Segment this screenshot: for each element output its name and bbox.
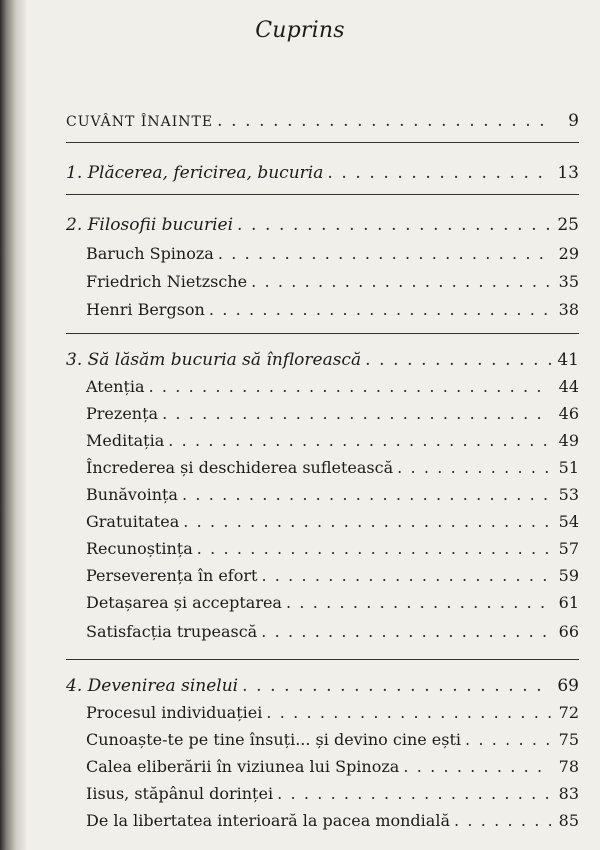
toc-page-number: 35 — [558, 272, 579, 291]
toc-item-label: Perseverența în efort — [86, 566, 258, 585]
dot-leader — [149, 377, 551, 396]
toc-section-title: 1. Plăcerea, fericirea, bucuria — [66, 163, 324, 183]
dot-leader — [286, 593, 551, 612]
toc-item[interactable] — [86, 566, 579, 585]
toc-section-title: 3. Să lăsăm bucuria să înflorească — [66, 350, 362, 370]
toc-item[interactable] — [86, 512, 579, 531]
toc-item-label: Satisfacția trupească — [86, 622, 258, 641]
dot-leader — [183, 512, 551, 531]
toc-page-number: 25 — [557, 215, 579, 235]
toc-section-title: 2. Filosofii bucuriei — [66, 215, 234, 235]
page-title: Cuprins — [255, 18, 345, 43]
toc-item-label: Meditația — [86, 431, 165, 450]
toc-page-number: 69 — [557, 676, 579, 696]
toc-page-number: 66 — [558, 622, 579, 641]
toc-page-number: 61 — [558, 593, 579, 612]
dot-leader — [251, 272, 551, 291]
toc-page-number: 44 — [558, 377, 579, 396]
toc-item[interactable] — [86, 703, 579, 722]
dot-leader — [162, 404, 551, 423]
toc-item[interactable] — [86, 811, 579, 830]
section-divider — [66, 659, 579, 660]
toc-item-label: Recunoștința — [86, 539, 193, 558]
dot-leader — [365, 350, 551, 370]
toc-page-number: 38 — [558, 300, 579, 319]
toc-page-number: 29 — [558, 244, 579, 263]
toc-item[interactable] — [86, 593, 579, 612]
toc-section-title: 4. Devenirea sinelui — [66, 676, 239, 696]
toc-page-number: 53 — [558, 485, 579, 504]
toc-item[interactable] — [86, 300, 579, 319]
toc-item[interactable] — [86, 757, 579, 776]
toc-page-number: 41 — [557, 350, 579, 370]
toc-item-label: Bunăvoința — [86, 485, 178, 504]
toc-item[interactable] — [86, 431, 579, 450]
toc-page-number: 13 — [557, 163, 579, 183]
toc-section-3[interactable] — [66, 350, 579, 370]
toc-page-number: 9 — [568, 111, 579, 131]
toc-item-label: Calea eliberării în viziunea lui Spinoza — [86, 757, 400, 776]
toc-item[interactable] — [86, 458, 579, 477]
toc-item[interactable] — [86, 272, 579, 291]
toc-item[interactable] — [86, 377, 579, 396]
dot-leader — [237, 215, 551, 235]
toc-page-number: 49 — [558, 431, 579, 450]
toc-page-number: 83 — [558, 784, 579, 803]
dot-leader — [217, 111, 551, 131]
dot-leader — [465, 730, 551, 749]
dot-leader — [454, 811, 551, 830]
dot-leader — [242, 676, 551, 696]
toc-page-number: 46 — [558, 404, 579, 423]
section-divider — [66, 333, 579, 334]
dot-leader — [266, 703, 551, 722]
toc-item-label: Iisus, stăpânul dorinței — [86, 784, 274, 803]
toc-item[interactable] — [86, 622, 579, 641]
dot-leader — [403, 757, 551, 776]
toc-section-4[interactable] — [66, 676, 579, 696]
dot-leader — [397, 458, 551, 477]
toc-item[interactable] — [86, 539, 579, 558]
toc-section-2[interactable] — [66, 215, 579, 235]
toc-item-label: Gratuitatea — [86, 512, 180, 531]
toc-item-label: Baruch Spinoza — [86, 244, 214, 263]
dot-leader — [209, 300, 551, 319]
toc-item[interactable] — [86, 404, 579, 423]
dot-leader — [261, 566, 551, 585]
dot-leader — [218, 244, 551, 263]
toc-item-label: Procesul individuației — [86, 703, 263, 722]
dot-leader — [277, 784, 551, 803]
dot-leader — [197, 539, 551, 558]
toc-item[interactable] — [86, 784, 579, 803]
toc-item-label: Friedrich Nietzsche — [86, 272, 248, 291]
toc-item[interactable] — [86, 485, 579, 504]
toc-item[interactable] — [86, 730, 579, 749]
dot-leader — [261, 622, 551, 641]
toc-page-number: 85 — [558, 811, 579, 830]
section-divider — [66, 194, 579, 195]
toc-page-number: 59 — [558, 566, 579, 585]
toc-entry-intro[interactable] — [66, 111, 579, 131]
toc-page-number: 72 — [558, 703, 579, 722]
dot-leader — [168, 431, 551, 450]
toc-item-label: Prezența — [86, 404, 159, 423]
toc-item-label: Cunoaște-te pe tine însuți... și devino cine ești — [86, 730, 462, 749]
toc-item-label: De la libertatea interioară la pacea mondială — [86, 811, 450, 830]
toc-item-label: Atenția — [86, 377, 145, 396]
dot-leader — [327, 163, 551, 183]
toc-item-label: Henri Bergson — [86, 300, 205, 319]
toc-section-1[interactable] — [66, 163, 579, 183]
toc-item-label: Detașarea și acceptarea — [86, 593, 282, 612]
toc-entry-label: CUVÂNT ÎNAINTE — [66, 114, 214, 130]
toc-page-number: 54 — [558, 512, 579, 531]
dot-leader — [182, 485, 551, 504]
toc-page-number: 75 — [558, 730, 579, 749]
toc-page-number: 78 — [558, 757, 579, 776]
toc-item-label: Încrederea și deschiderea sufletească — [86, 458, 394, 477]
toc-page-number: 57 — [558, 539, 579, 558]
toc-page-number: 51 — [558, 458, 579, 477]
toc-item[interactable] — [86, 244, 579, 263]
section-divider — [66, 142, 579, 143]
